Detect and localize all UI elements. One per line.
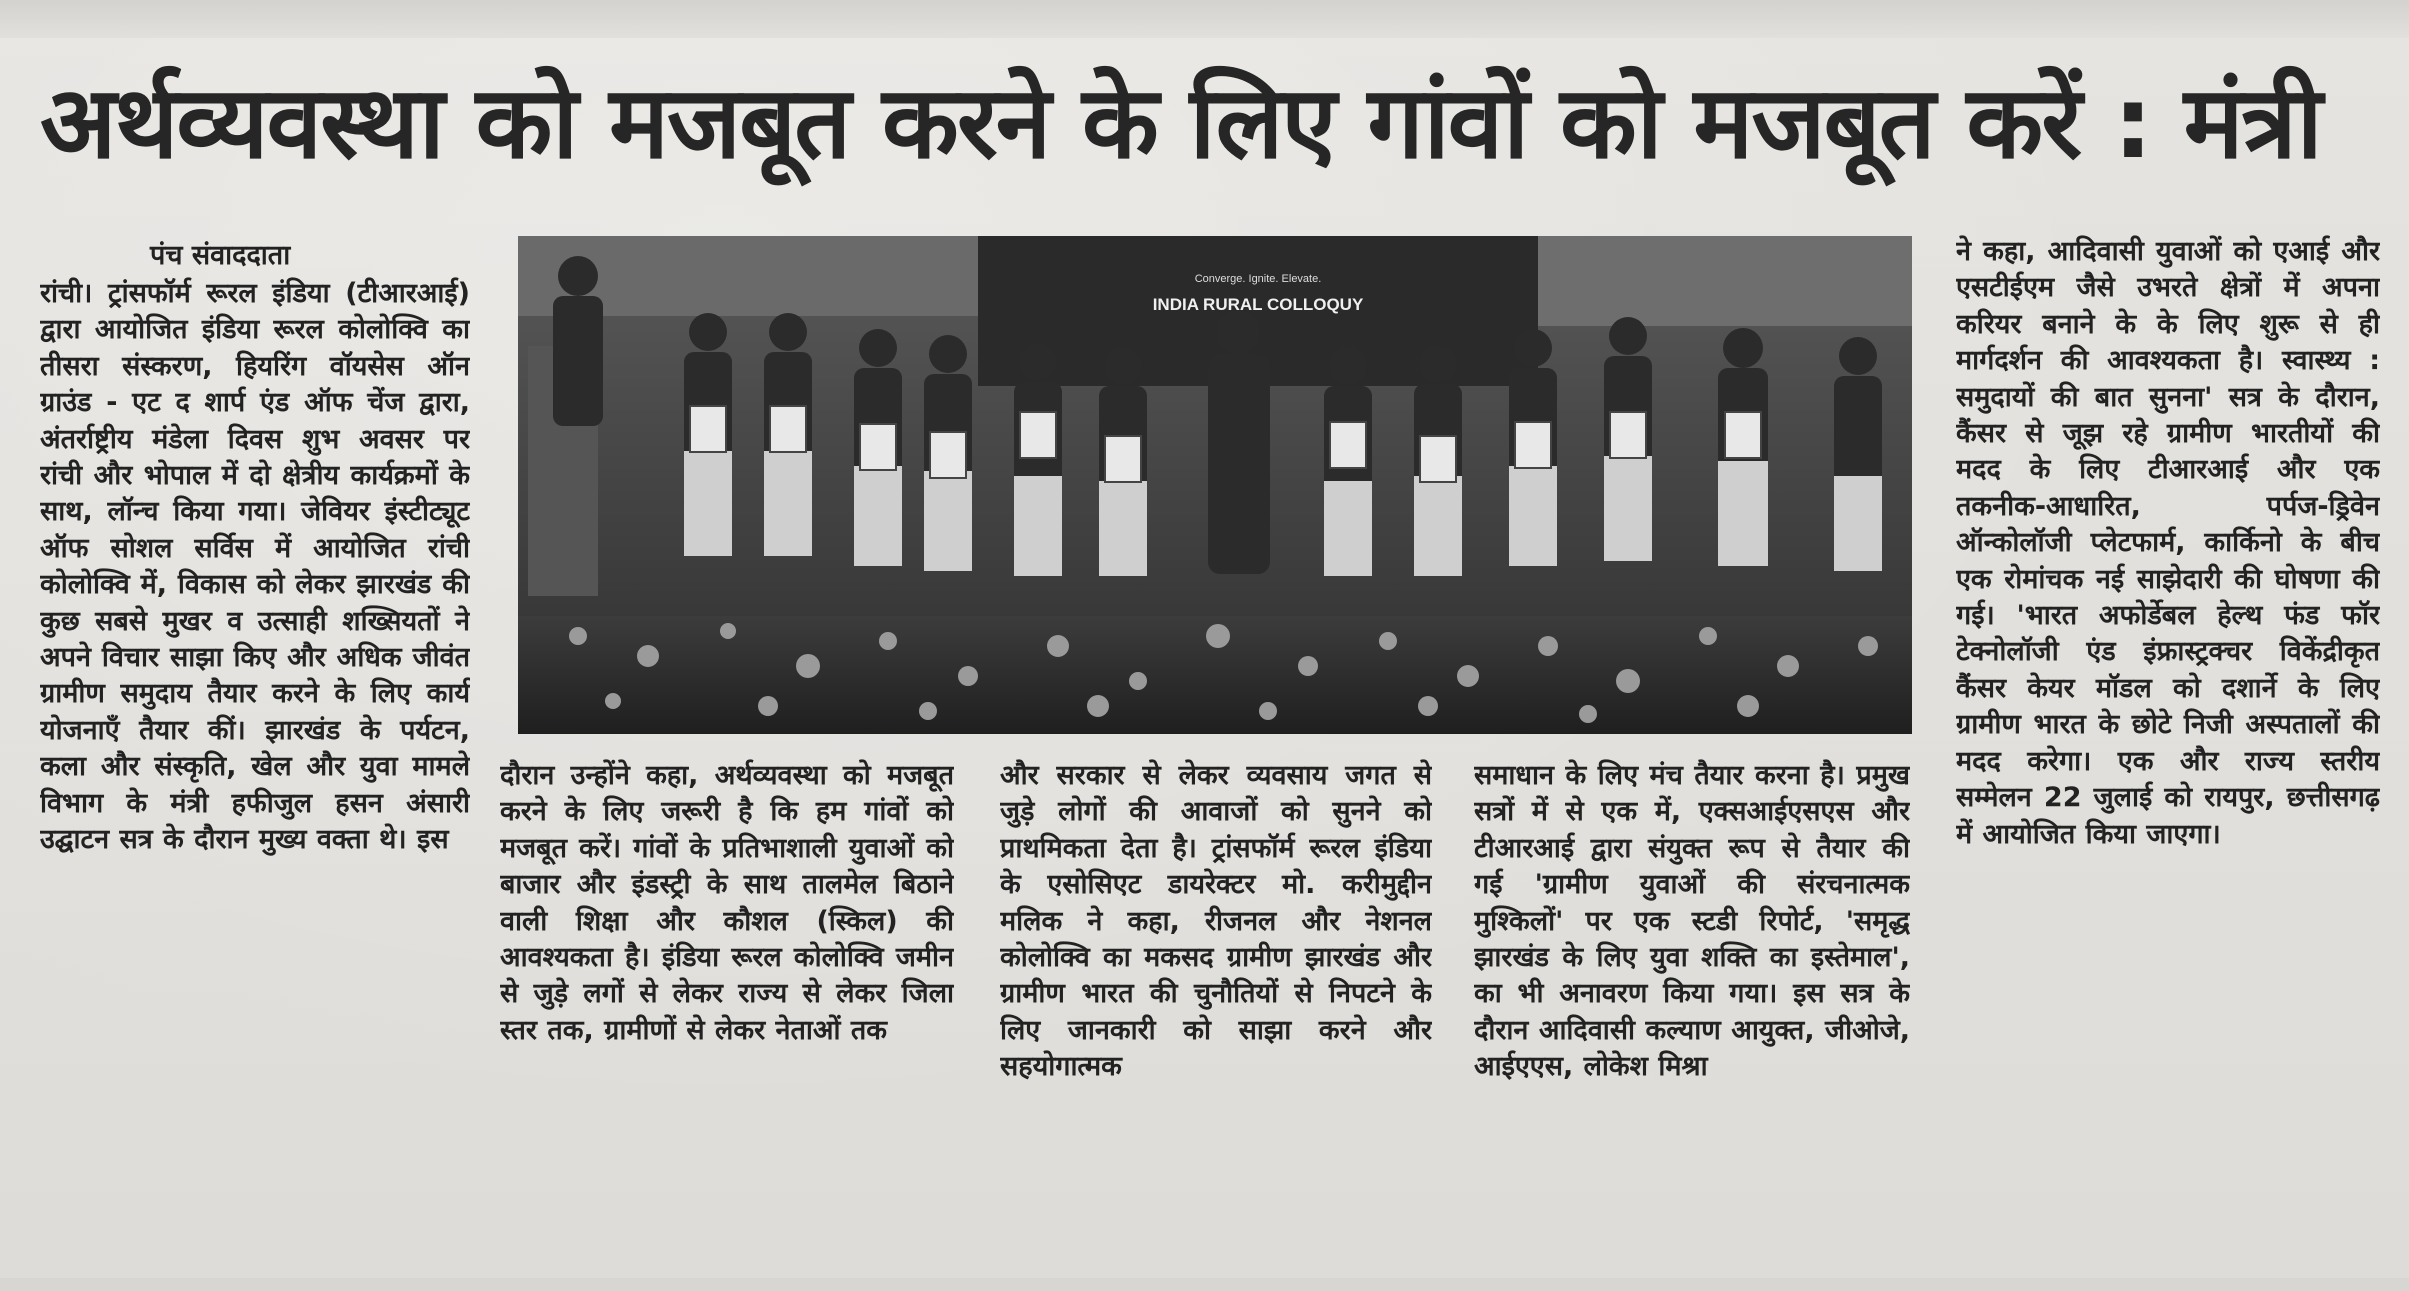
article-column-2: दौरान उन्होंने कहा, अर्थव्यवस्था को मजबूत करने के लिए जरूरी है कि हम गांवों को मजबूत करें। गांवों के प्रतिभाशाली युवाओं को बाजार और इंडस्ट्री के साथ तालमेल बिठाने वाली शिक्षा और कौशल (स्किल) की आवश्यकता है। इंडिया रूरल कोलोक्वि जमीन से जुड़े लगों से लेकर राज्य से लेकर जिला स्तर तक, ग्रामीणों से लेकर नेताओं तक: [500, 760, 954, 1046]
photo-banner-tagline: Converge. Ignite. Elevate.: [1194, 273, 1322, 285]
page-top-strip: [0, 0, 2409, 38]
headline: अर्थव्यवस्था को मजबूत करने के लिए गांवों को मजबूत करें : मंत्री: [40, 64, 2321, 181]
page-bottom-edge: [0, 1278, 2409, 1291]
article-column-1: रांची। ट्रांसफॉर्म रूरल इंडिया (टीआरआई) द्वारा आयोजित इंडिया रूरल कोलोक्वि का तीसरा संस्करण, हियरिंग वॉयसेस ऑन ग्राउंड - एट द शार्प एंड ऑफ चेंज द्वारा, अंतर्राष्ट्रीय मंडेला दिवस शुभ अवसर पर रांची और भोपाल में दो क्षेत्रीय कार्यक्रमों के साथ, लॉन्च किया गया। जेवियर इंस्टीट्यूट ऑफ सोशल सर्विस में आयोजित रांची कोलोक्वि में, विकास को लेकर झारखंड की कुछ सबसे मुखर व उत्साही शख्सियतों ने अपने विचार साझा किए और अधिक जीवंत ग्रामीण समुदाय तैयार करने के लिए कार्य योजनाएँ तैयार कीं। झारखंड के पर्यटन, कला और संस्कृति, खेल और युवा मामले विभाग के मंत्री हफीजुल हसन अंसारी उद्घाटन सत्र के दौरान मुख्य वक्ता थे। इस: [40, 278, 470, 856]
byline: पंच संवाददाता: [150, 240, 291, 271]
article-column-3: और सरकार से लेकर व्यवसाय जगत से जुड़े लोगों की आवाजों को सुनने को प्राथमिकता देता है। ट्रांसफॉर्म रूरल इंडिया के एसोसिएट डायरेक्टर मो. करीमुद्दीन मलिक ने कहा, रीजनल और नेशनल कोलोक्वि का मकसद ग्रामीण झारखंड और ग्रामीण भारत की चुनौतियों से निपटने के लिए जानकारी को साझा करने और सहयोगात्मक: [1000, 760, 1432, 1083]
article-column-4: समाधान के लिए मंच तैयार करना है। प्रमुख सत्रों में से एक में, एक्सआईएसएस और टीआरआई द्वारा संयुक्त रूप से तैयार की गई 'ग्रामीण युवाओं की संरचनात्मक मुश्किलों' पर एक स्टडी रिपोर्ट, 'समृद्ध झारखंड के लिए युवा शक्ति का इस्तेमाल', का भी अनावरण किया गया। इस सत्र के दौरान आदिवासी कल्याण आयुक्त, जीओजे, आईएएस, लोकेश मिश्रा: [1474, 760, 1910, 1083]
photo-banner-title: INDIA RURAL COLLOQUY: [1152, 295, 1364, 314]
event-photo: [518, 236, 1912, 734]
article-column-5: ने कहा, आदिवासी युवाओं को एआई और एसटीईएम जैसे उभरते क्षेत्रों में अपना करियर बनाने के के लिए शुरू से ही मार्गदर्शन की आवश्यकता है। स्वास्थ्य : समुदायों की बात सुनना' सत्र के दौरान, कैंसर से जूझ रहे ग्रामीण भारतीयों की मदद के लिए टीआरआई और एक तकनीक-आधारित, पर्पज-ड्रिवेन ऑन्कोलॉजी प्लेटफार्म, कार्किनो के बीच एक रोमांचक नई साझेदारी की घोषणा की गई। 'भारत अफोर्डेबल हेल्थ फंड फॉर टेक्नोलॉजी एंड इंफ्रास्ट्रक्चर विकेंद्रीकृत कैंसर केयर मॉडल को दशार्ने के लिए ग्रामीण भारत के छोटे निजी अस्पतालों की मदद करेगा। एक और राज्य स्तरीय सम्मेलन 22 जुलाई को रायपुर, छत्तीसगढ़ में आयोजित किया जाएगा।: [1956, 236, 2380, 850]
